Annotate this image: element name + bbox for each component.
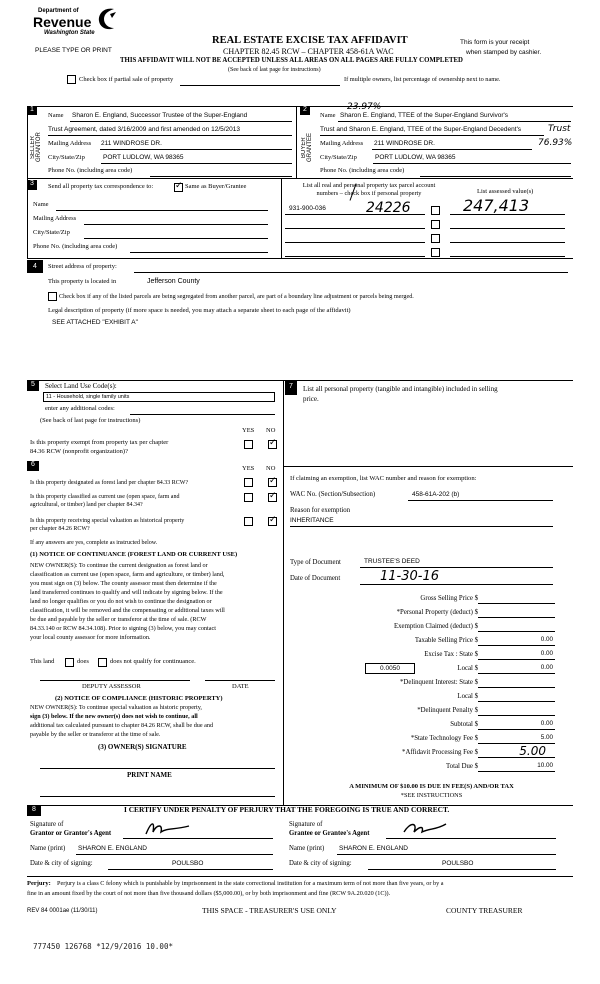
buyer-name-label: Name bbox=[320, 112, 336, 119]
accounts-header-1: List all real and personal property tax parcel account bbox=[302, 182, 436, 189]
current-use-yes-checkbox[interactable] bbox=[244, 493, 253, 502]
wac-value: 458-61A-202 (b) bbox=[412, 491, 460, 498]
processing-fee-handwritten: 5.00 bbox=[519, 744, 546, 758]
owner-signature-label: (3) OWNER(S) SIGNATURE bbox=[98, 743, 187, 751]
accounts-header-2: numbers – check box if personal property bbox=[316, 190, 422, 197]
assessed-value-handwritten: 247,413 bbox=[463, 196, 530, 215]
doc-date-handwritten: 11-30-16 bbox=[380, 569, 440, 584]
buyer-trust-handwritten: Trust bbox=[548, 124, 571, 134]
corr-address-label: Mailing Address bbox=[33, 215, 77, 222]
doc-type-label: Type of Document bbox=[290, 559, 341, 566]
exemption-deduct-label: Exemption Claimed (deduct) $ bbox=[394, 623, 478, 630]
historic-yes-checkbox[interactable] bbox=[244, 517, 253, 526]
local-label: Local $ bbox=[457, 665, 478, 672]
parcel-number: 931-900-036 bbox=[289, 205, 326, 212]
section5-see-back: (See back of last page for instructions) bbox=[40, 417, 141, 424]
personal-property-deduct-label: *Personal Property (deduct) $ bbox=[396, 609, 478, 616]
grantor-signature bbox=[143, 818, 193, 838]
current-use-no-checkbox[interactable] bbox=[268, 493, 277, 502]
does-label: does bbox=[77, 658, 89, 665]
buyer-phone-label: Phone No. (including area code) bbox=[320, 167, 405, 174]
local-value: 0.00 bbox=[540, 664, 553, 671]
historic-question-2: per chapter 84.26 RCW? bbox=[30, 526, 90, 532]
personal-property-label-1: List all personal property (tangible and intangible) included in selling bbox=[303, 385, 498, 393]
exempt-no-checkbox[interactable] bbox=[268, 440, 277, 449]
seller-address: 211 WINDROSE DR. bbox=[101, 140, 162, 147]
section-4-badge: 4 bbox=[27, 260, 43, 273]
exempt-question-2: 84.36 RCW (nonprofit organization)? bbox=[30, 448, 128, 455]
seller-city-label: City/State/Zip bbox=[48, 154, 85, 161]
forest-yes-checkbox[interactable] bbox=[244, 478, 253, 487]
treasurer-use-only: THIS SPACE - TREASURER'S USE ONLY bbox=[202, 906, 337, 915]
continuance-line-1: NEW OWNER(S): To continue the current designation as forest land or bbox=[30, 562, 208, 569]
personal-property-checkbox-4[interactable] bbox=[431, 248, 440, 257]
forest-no-checkbox[interactable] bbox=[268, 478, 277, 487]
grantor-agent-label: Grantor or Grantor's Agent bbox=[30, 830, 112, 837]
delinquent-interest-label: *Delinquent Interest: State $ bbox=[400, 679, 478, 686]
seller-name-1: Sharon E. England, Successor Trustee of the Super-England bbox=[72, 112, 248, 119]
personal-property-checkbox-1[interactable] bbox=[431, 206, 440, 215]
buyer-side-label: BUYER GRANTEE bbox=[301, 133, 313, 163]
seller-city: PORT LUDLOW, WA 98365 bbox=[103, 154, 184, 161]
multi-owner-note: If multiple owners, list percentage of ownership next to name. bbox=[344, 76, 501, 83]
grantee-city: POULSBO bbox=[442, 860, 474, 867]
buyer-pct-2-handwritten: 76.93% bbox=[538, 138, 573, 148]
land-use-select[interactable] bbox=[43, 392, 275, 402]
dor-logo-icon bbox=[96, 6, 118, 32]
buyer-address-label: Mailing Address bbox=[320, 140, 364, 147]
total-due-value: 10.00 bbox=[537, 762, 553, 769]
continuance-line-8: 84.33.140 or RCW 84.34.108). Prior to signing (3) below, you may contact bbox=[30, 625, 216, 632]
corr-name-label: Name bbox=[33, 201, 49, 208]
seller-phone-label: Phone No. (including area code) bbox=[48, 167, 133, 174]
logo-sub: Washington State bbox=[44, 30, 95, 36]
section-5-badge: 5 bbox=[27, 381, 39, 391]
grantee-date-label: Date & city of signing: bbox=[289, 860, 352, 867]
subtotal-label: Subtotal $ bbox=[450, 721, 478, 728]
tech-fee-label: *State Technology Fee $ bbox=[410, 735, 478, 742]
section-8-badge: 8 bbox=[27, 806, 41, 816]
grantor-city: POULSBO bbox=[172, 860, 204, 867]
exemption-heading: If claiming an exemption, list WAC number and reason for exemption: bbox=[290, 475, 477, 482]
see-back: (See back of last page for instructions) bbox=[228, 67, 321, 73]
personal-property-checkbox-2[interactable] bbox=[431, 220, 440, 229]
excise-state-value: 0.00 bbox=[540, 650, 553, 657]
receipt-stamp: 777450 126768 *12/9/2016 10.00* bbox=[33, 942, 173, 951]
seller-name-label: Name bbox=[48, 112, 64, 119]
same-as-buyer-label: Same as Buyer/Grantee bbox=[185, 183, 247, 190]
does-checkbox[interactable] bbox=[65, 658, 74, 667]
certify-statement: I CERTIFY UNDER PENALTY OF PERJURY THAT THE FOREGOING IS TRUE AND CORRECT. bbox=[124, 805, 450, 814]
does-not-checkbox[interactable] bbox=[98, 658, 107, 667]
doc-date-label: Date of Document bbox=[290, 575, 341, 582]
taxable-selling-label: Taxable Selling Price $ bbox=[414, 637, 478, 644]
receipt-note-1: This form is your receipt bbox=[460, 39, 530, 46]
compliance-line-1: NEW OWNER(S): To continue special valuation as historic property, bbox=[30, 704, 202, 711]
exhibit-a: SEE ATTACHED "EXHIBIT A" bbox=[52, 319, 138, 326]
see-instructions: *SEE INSTRUCTIONS bbox=[400, 792, 463, 799]
land-use-value: 11 - Household, single family units bbox=[46, 394, 130, 400]
continuance-line-2: classification as current use (open space, farm and agriculture, or timber) land, bbox=[30, 571, 225, 578]
buyer-city: PORT LUDLOW, WA 98365 bbox=[375, 154, 456, 161]
grantee-agent-label: Grantee or Grantee's Agent bbox=[289, 830, 370, 837]
legal-description-label: Legal description of property (if more space is needed, you may attach a separate sheet to each page of the affidavit) bbox=[48, 307, 351, 314]
buyer-name-1: Sharon E. England, TTEE of the Super-England Survivor's bbox=[340, 112, 509, 119]
taxable-selling-value: 0.00 bbox=[540, 636, 553, 643]
segregated-label: Check box if any of the listed parcels are being segregated from another parcel, are part of a boundary line adjustment or parcels being merged. bbox=[59, 293, 414, 300]
continuance-line-3: you must sign on (3) below. The county assessor must then determine if the bbox=[30, 580, 217, 587]
logo-main: Revenue bbox=[33, 14, 92, 30]
current-use-question-1: Is this property classified as current use (open space, farm and bbox=[30, 494, 180, 500]
does-not-label: does not qualify for continuance. bbox=[110, 658, 196, 665]
partial-sale-label: Check box if partial sale of property bbox=[79, 76, 174, 83]
gross-selling-label: Gross Selling Price $ bbox=[420, 595, 478, 602]
personal-property-checkbox-3[interactable] bbox=[431, 234, 440, 243]
located-in-label: This property is located in bbox=[48, 278, 117, 285]
continuance-line-5: land no longer qualifies or you do not wish to continue the designation or bbox=[30, 598, 212, 605]
buyer-pct-1-handwritten: 23.97% bbox=[347, 102, 382, 112]
grantor-date-label: Date & city of signing: bbox=[30, 860, 93, 867]
deputy-date: DATE bbox=[232, 683, 249, 690]
continuance-line-9: your local county assessor for more information. bbox=[30, 634, 151, 641]
minimum-fee-note: A MINIMUM OF $10.00 IS DUE IN FEE(S) AND/OR TAX bbox=[349, 783, 514, 790]
county-treasurer: COUNTY TREASURER bbox=[446, 906, 523, 915]
parcel-handwritten: 24226 bbox=[366, 200, 411, 216]
grantor-sig-label: Signature of bbox=[30, 821, 64, 828]
street-address-label: Street address of property: bbox=[48, 263, 117, 270]
seller-name-2: Trust Agreement, dated 3/16/2009 and first amended on 12/5/2013 bbox=[48, 126, 241, 133]
excise-state-label: Excise Tax : State $ bbox=[424, 651, 478, 658]
segregated-checkbox[interactable] bbox=[48, 292, 57, 301]
historic-no-checkbox[interactable] bbox=[268, 517, 277, 526]
compliance-line-4: payable by the seller or transferor at the time of sale. bbox=[30, 731, 161, 738]
compliance-line-3: additional tax calculated pursuant to chapter 84.26 RCW, shall be due and bbox=[30, 722, 214, 729]
local-rate-value: 0.0050 bbox=[380, 665, 400, 672]
total-due-label: Total Due $ bbox=[446, 763, 478, 770]
same-as-buyer-checkbox[interactable] bbox=[174, 183, 183, 192]
personal-property-label-2: price. bbox=[303, 395, 319, 403]
grantee-signature bbox=[400, 818, 450, 838]
tech-fee-value: 5.00 bbox=[540, 734, 553, 741]
perjury-line-2: fine in an amount fixed by the court of not more than five thousand dollars ($5,000.00), or by both imprisonment and fine (RCW 9A.20.020 (1C)). bbox=[27, 890, 391, 897]
county-value: Jefferson County bbox=[147, 278, 200, 285]
logo-top: Department of bbox=[38, 8, 79, 14]
exempt-question-1: Is this property exempt from property tax per chapter bbox=[30, 439, 169, 446]
form-title: REAL ESTATE EXCISE TAX AFFIDAVIT bbox=[212, 35, 408, 46]
additional-codes-label: enter any additional codes: bbox=[45, 405, 115, 412]
deputy-assessor: DEPUTY ASSESSOR bbox=[82, 683, 141, 690]
rev-form-code: REV 84 0001ae (11/30/11) bbox=[27, 908, 98, 914]
compliance-title: (2) NOTICE OF COMPLIANCE (HISTORIC PROPERTY) bbox=[55, 695, 223, 702]
assessed-value-header: List assessed value(s) bbox=[477, 188, 534, 195]
grantor-print-name: SHARON E. ENGLAND bbox=[78, 845, 147, 852]
buyer-address: 211 WINDROSE DR. bbox=[374, 140, 435, 147]
processing-fee-label: *Affidavit Processing Fee $ bbox=[402, 749, 478, 756]
receipt-note-2: when stamped by cashier. bbox=[466, 49, 542, 56]
compliance-line-2: sign (3) below. If the new owner(s) does not wish to continue, all bbox=[30, 713, 198, 720]
forest-land-question: Is this property designated as forest land per chapter 84.33 RCW? bbox=[30, 480, 189, 486]
section-1-badge: 1 bbox=[27, 106, 37, 115]
section-2-badge: 2 bbox=[300, 106, 310, 115]
doc-type-value: TRUSTEE'S DEED bbox=[364, 558, 420, 565]
form-subtitle: CHAPTER 82.45 RCW – CHAPTER 458-61A WAC bbox=[223, 47, 394, 56]
section-6-badge: 6 bbox=[27, 461, 39, 471]
exempt-yes-checkbox[interactable] bbox=[244, 440, 253, 449]
please-type: PLEASE TYPE OR PRINT bbox=[35, 47, 112, 54]
section6-yes: YES bbox=[242, 465, 255, 472]
partial-sale-checkbox[interactable] bbox=[67, 75, 76, 84]
grantor-name-label: Name (print) bbox=[30, 845, 66, 852]
corr-phone-label: Phone No. (including area code) bbox=[33, 243, 118, 250]
seller-address-label: Mailing Address bbox=[48, 140, 92, 147]
reason-value: INHERITANCE bbox=[290, 517, 334, 524]
historic-question-1: Is this property receiving special valuation as historical property bbox=[30, 518, 185, 524]
print-name-label: PRINT NAME bbox=[127, 771, 172, 779]
subtotal-value: 0.00 bbox=[540, 720, 553, 727]
current-use-question-2: agricultural, or timber) land per chapter 84.34? bbox=[30, 502, 143, 508]
perjury-title: Perjury: bbox=[27, 880, 51, 887]
wac-label: WAC No. (Section/Subsection) bbox=[290, 491, 376, 498]
continuance-line-4: land transferred continues to qualify and will indicate by signing below. If the bbox=[30, 589, 223, 596]
continuance-title: (1) NOTICE OF CONTINUANCE (FOREST LAND OR CURRENT USE) bbox=[30, 551, 238, 558]
section5-no: NO bbox=[266, 427, 276, 434]
buyer-name-2: Trust and Sharon E. England, TTEE of the Super-England Decedent's bbox=[320, 126, 522, 133]
section5-yes: YES bbox=[242, 427, 255, 434]
correspondence-label: Send all property tax correspondence to: bbox=[48, 183, 154, 190]
grantee-name-label: Name (print) bbox=[289, 845, 325, 852]
corr-city-label: City/State/Zip bbox=[33, 229, 70, 236]
grantee-print-name: SHARON E. ENGLAND bbox=[339, 845, 408, 852]
buyer-city-label: City/State/Zip bbox=[320, 154, 357, 161]
perjury-line-1: Perjury is a class C felony which is punishable by imprisonment in the state correctional institution for a maximum term of not more than five years, or by a bbox=[57, 880, 444, 887]
warning-text: THIS AFFIDAVIT WILL NOT BE ACCEPTED UNLESS ALL AREAS ON ALL PAGES ARE FULLY COMPLETED bbox=[120, 57, 463, 64]
continuance-line-6: classification, it will be removed and the compensating or additional taxes will bbox=[30, 607, 225, 614]
grantee-sig-label: Signature of bbox=[289, 821, 323, 828]
if-yes-note: If any answers are yes, complete as instructed below. bbox=[30, 540, 158, 546]
section-3-badge: 3 bbox=[27, 180, 37, 190]
local-2-label: Local $ bbox=[457, 693, 478, 700]
continuance-line-7: be due and payable by the seller or transferor at the time of sale. (RCW bbox=[30, 616, 207, 623]
reason-label: Reason for exemption bbox=[290, 507, 351, 514]
section6-no: NO bbox=[266, 465, 276, 472]
this-land-label: This land bbox=[30, 658, 55, 665]
section-7-badge: 7 bbox=[285, 381, 297, 395]
land-use-label: Select Land Use Code(s): bbox=[45, 382, 117, 390]
delinquent-penalty-label: *Delinquent Penalty $ bbox=[417, 707, 478, 714]
seller-side-label: SELLER GRANTOR bbox=[30, 132, 42, 163]
